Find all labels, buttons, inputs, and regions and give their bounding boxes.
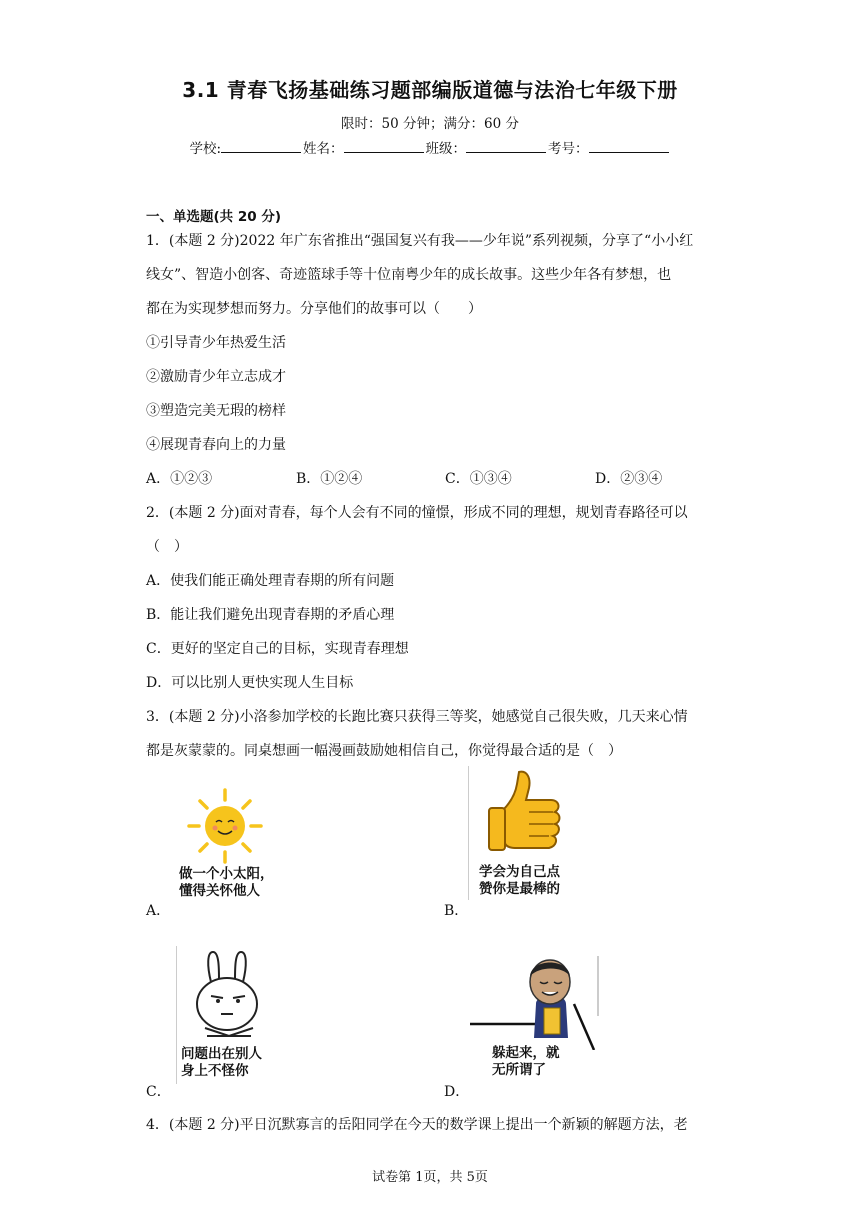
q3-option-a-label[interactable]: A． [146,903,171,919]
q3-option-b-caption-1: 学会为自己点 [479,864,560,880]
school-blank[interactable] [221,140,301,153]
class-label: 班级： [425,141,467,157]
q3-option-b-label[interactable]: B． [444,903,469,919]
q3-option-c-label[interactable]: C． [146,1084,171,1100]
q1-option-b[interactable]: B．①②④ [296,471,363,487]
q3-stem-line1: 3．(本题 2 分)小洛参加学校的长跑比赛只获得三等奖，她感觉自己很失败，几天来心情 [146,709,688,725]
q3-option-c-image[interactable] [176,946,281,1084]
q1-item-4: ④展现青春向上的力量 [146,437,286,453]
q1-stem-line3: 都在为实现梦想而努力。分享他们的故事可以（ ） [146,301,482,317]
school-label: 学校: [189,141,222,157]
q3-option-d-caption-1: 躲起来，就 [492,1045,560,1061]
page-title: 3.1 青春飞扬基础练习题部编版道德与法治七年级下册 [182,78,678,102]
q1-option-a[interactable]: A．①②③ [146,471,213,487]
q1-stem-line1: 1．(本题 2 分)2022 年广东省推出“强国复兴有我——少年说”系列视频，分享了“小小红 [146,233,694,249]
student-info-line [0,137,860,157]
page-footer: 试卷第 1页，共 5页 [372,1170,488,1185]
q3-option-b-caption-2: 赞你是最棒的 [479,881,560,897]
q3-option-c-caption-1: 问题出在别人 [181,1046,262,1062]
q1-stem-line2: 线女”、智造小创客、奇迹篮球手等十位南粤少年的成长故事。这些少年各有梦想，也 [146,267,672,283]
q1-option-d[interactable]: D．②③④ [595,471,663,487]
q3-option-d-label[interactable]: D． [444,1084,470,1100]
thumbs-up-icon [469,766,589,862]
q3-option-a-image[interactable] [173,782,277,900]
exam-no-blank[interactable] [589,140,669,153]
q3-option-b-image[interactable] [468,766,589,900]
q3-option-d-image[interactable] [470,952,602,1084]
q3-option-a-caption-2: 懂得关怀他人 [179,883,260,899]
q1-option-c[interactable]: C．①③④ [445,471,512,487]
q1-item-2: ②激励青少年立志成才 [146,369,286,385]
rabbit-icon [177,946,281,1044]
section-heading: 一、单选题(共 20 分) [146,209,282,225]
q3-stem-line2: 都是灰蒙蒙的。同桌想画一幅漫画鼓励她相信自己，你觉得最合适的是（ ） [146,743,622,759]
hiding-man-icon [470,952,602,1050]
q2-stem-line2: （ ） [146,539,188,555]
sun-icon [173,782,277,864]
exam-no-label: 考号： [548,141,589,157]
q2-option-a[interactable]: A．使我们能正确处理青春期的所有问题 [146,573,395,589]
q3-option-c-caption-2: 身上不怪你 [181,1063,249,1079]
q2-stem-line1: 2．(本题 2 分)面对青春，每个人会有不同的憧憬，形成不同的理想，规划青春路径可以 [146,505,688,521]
q3-option-a-caption-1: 做一个小太阳， [179,866,274,882]
name-blank[interactable] [344,140,424,153]
q1-item-3: ③塑造完美无瑕的榜样 [146,403,286,419]
class-blank[interactable] [466,140,546,153]
time-limit: 限时：50 分钟；满分：60 分 [341,116,519,132]
name-label: 姓名： [303,141,344,157]
q3-option-d-caption-2: 无所谓了 [492,1062,546,1078]
q4-stem-line1: 4．(本题 2 分)平日沉默寡言的岳阳同学在今天的数学课上提出一个新颖的解题方法，老 [146,1117,688,1133]
q2-option-b[interactable]: B．能让我们避免出现青春期的矛盾心理 [146,607,395,623]
q2-option-c[interactable]: C．更好的坚定自己的目标，实现青春理想 [146,641,409,657]
q2-option-d[interactable]: D．可以比别人更快实现人生目标 [146,675,354,691]
q1-item-1: ①引导青少年热爱生活 [146,335,286,351]
